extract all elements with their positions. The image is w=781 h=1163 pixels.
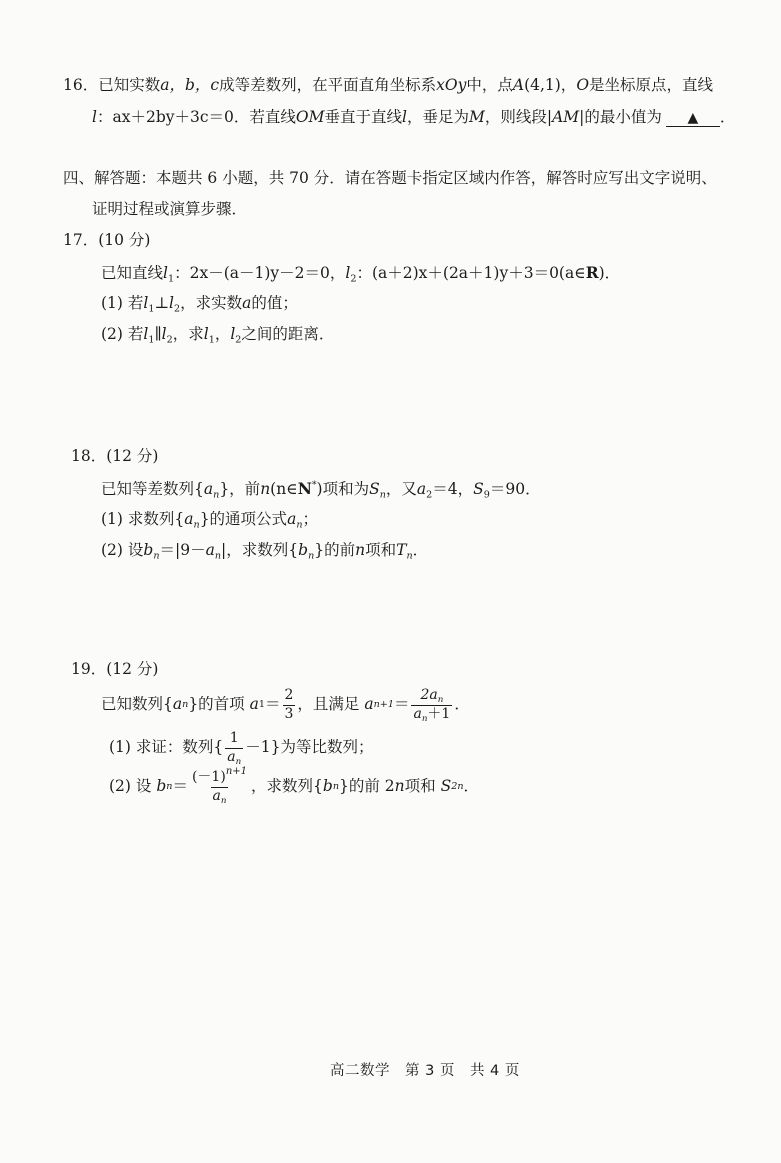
q17-given: 已知直线$l_1$：2x－(a－1)y－2＝0，$l_2$：(a＋2)x＋(2a＋1)y＋3＝0(a∈R)．: [101, 263, 621, 285]
q19-part2: (2) 设 b n ＝ $\frac{(-1)^{n+1}}{a_n}$ ，求数列{ b n }的前 2 n 项和 S 2n ．: [109, 766, 480, 806]
q16-number: 16．: [63, 76, 99, 94]
q19-header: 19．(12 分): [71, 660, 159, 678]
section4-heading: 四、解答题：本题共 6 小题，共 70 分．请在答题卡指定区域内作答，解答时应写出文字说明、: [63, 169, 717, 187]
q17-header: 17．(10 分): [63, 231, 151, 249]
q16-line2: l：ax＋2by＋3c＝0．若直线OM垂直于直线l，垂足为M，则线段|AM|的最小值为 ▲ ．: [92, 108, 736, 126]
q18-header: 18．(12 分): [71, 447, 159, 465]
q19-given: 已知数列{ a n }的首项 a 1 ＝ $\frac{2}{3}$ ，且满足 a n+1 ＝ $\frac{2a_n}{a_n+1}$ ．: [101, 687, 470, 724]
q18-part1: (1) 求数列$\{a_n\}$的通项公式$a_n$；: [101, 510, 319, 531]
q17-part1: (1) 若$l_1\perp l_2$，求实数a的值；: [101, 294, 298, 315]
q18-given: 已知等差数列$\{a_n\}$，前n(n∈N*)项和为$S_n$，又$a_2=4$，$S_9=90$．: [101, 479, 541, 501]
fraction-recurrence: $\frac{2a_n}{a_n+1}$: [413, 687, 451, 724]
q17-part2: (2) 若$l_1\parallel l_2$，求$l_1$，$l_2$之间的距离．: [101, 325, 335, 346]
q16-line1: 16．已知实数a，b，c成等差数列，在平面直角坐标系xOy中，点A(4,1)，O是坐标原点，直线: [63, 76, 714, 94]
answer-blank: [666, 110, 720, 127]
q18-part2: (2) 设$b_n=|9-a_n|$，求数列$\{b_n\}$的前n项和$T_n$．: [101, 541, 429, 562]
section4-heading-cont: 证明过程或演算步骤．: [92, 200, 248, 218]
triangle-answer-mark: ▲: [687, 110, 699, 126]
fraction-two-thirds: $\frac{2}{3}$: [284, 687, 294, 722]
q19-part1: (1) 求证：数列{ $\frac{1}{a_n}$ －1 }为等比数列；: [109, 730, 374, 767]
fraction-reciprocal: $\frac{1}{a_n}$: [227, 730, 242, 767]
fraction-bn: $\frac{(-1)^{n+1}}{a_n}$: [191, 766, 247, 806]
page-footer: 高二数学 第 3 页 共 4 页: [330, 1063, 520, 1079]
